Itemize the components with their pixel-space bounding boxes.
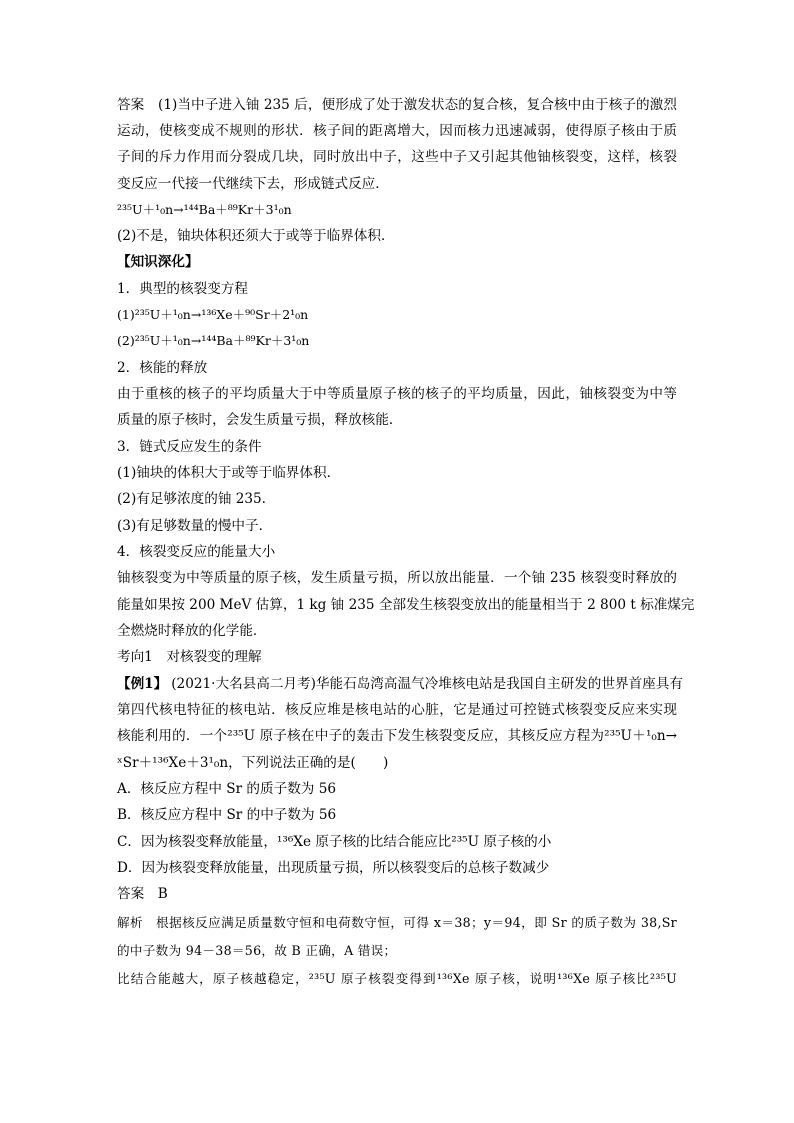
answer-paragraph-line: 子间的斥力作用而分裂成几块，同时放出中子，这些中子又引起其他铀核裂变，这样，核裂 [117, 149, 677, 165]
answer-paragraph-line: 运动，使核变成不规则的形状．核子间的距离增大，因而核力迅速减弱，使得原子核由于质 [117, 123, 677, 139]
condition-item: (2)有足够浓度的铀 235. [117, 491, 266, 507]
example-label: 【例1】 [117, 676, 168, 692]
example-line: 核能利用的．一个²³⁵U 原子核在中子的轰击下发生核裂变反应，其核反应方程为²³⁵U＋¹₀n→ [117, 728, 677, 744]
fission-equation: ²³⁵U＋¹₀n→¹⁴⁴Ba＋⁸⁹Kr＋3¹₀n [117, 202, 292, 217]
condition-item: (1)铀块的体积大于或等于临界体积． [117, 465, 341, 481]
subheading: 1．典型的核裂变方程 [117, 281, 248, 297]
topic-heading: 考向1 对核裂变的理解 [117, 649, 262, 665]
condition-item: (3)有足够数量的慢中子． [117, 518, 273, 534]
fission-equation: (1)²³⁵U＋¹₀n→¹³⁶Xe＋⁹⁰Sr＋2¹₀n [117, 307, 309, 322]
example-line [117, 675, 683, 693]
subheading: 3．链式反应发生的条件 [117, 439, 262, 455]
paragraph-line: 能量如果按 200 MeV 估算，1 kg 铀 235 全部发生核裂变放出的能量相当于 2 800 t 标准煤完 [117, 597, 695, 613]
paragraph-line: 铀核裂变为中等质量的原子核，发生质量亏损，所以放出能量．一个铀 235 核裂变时释放的 [117, 570, 677, 586]
option-d: D．因为核裂变释放能量，出现质量亏损，所以核裂变后的总核子数减少 [117, 860, 550, 876]
paragraph-line: 质量的原子核时，会发生质量亏损，释放核能． [117, 412, 403, 428]
fission-equation: (2)²³⁵U＋¹₀n→¹⁴⁴Ba＋⁸⁹Kr＋3¹₀n [117, 333, 310, 348]
section-heading: 【知识深化】 [117, 254, 199, 270]
example-line: 第四代核电特征的核电站．核反应堆是核电站的心脏，它是通过可控链式核裂变反应来实现 [117, 702, 677, 718]
answer-part-2: (2)不是，铀块体积还须大于或等于临界体积． [117, 228, 395, 244]
example-line: ˣSr＋¹³⁶Xe＋3¹₀n，下列说法正确的是( ) [117, 755, 389, 771]
paragraph-line: 由于重核的核子的平均质量大于中等质量原子核的核子的平均质量，因此，铀核裂变为中等 [117, 386, 677, 402]
answer-paragraph-line: 变反应一代接一代继续下去，形成链式反应． [117, 176, 389, 192]
example-text: (2021·大名县高二月考)华能石岛湾高温气冷堆核电站是我国自主研发的世界首座具有 [171, 676, 683, 692]
subheading: 2．核能的释放 [117, 360, 208, 376]
option-c: C．因为核裂变释放能量，¹³⁶Xe 原子核的比结合能应比²³⁵U 原子核的小 [117, 834, 552, 850]
explanation-line: 比结合能越大，原子核越稳定，²³⁵U 原子核裂变得到¹³⁶Xe 原子核，说明¹³⁶Xe 原子核比²³⁵U [117, 971, 677, 986]
explanation-line: 的中子数为 94－38＝56，故 B 正确，A 错误； [117, 943, 397, 958]
paragraph-line: 全燃烧时释放的化学能． [117, 623, 267, 639]
answer-paragraph-line: 答案 (1)当中子进入铀 235 后，便形成了处于激发状态的复合核，复合核中由于核子的激烈 [117, 97, 677, 113]
subheading: 4．核裂变反应的能量大小 [117, 544, 276, 560]
option-b: B．核反应方程中 Sr 的中子数为 56 [117, 807, 337, 823]
option-a: A．核反应方程中 Sr 的质子数为 56 [117, 781, 337, 797]
explanation-line: 解析 根据核反应满足质量数守恒和电荷数守恒，可得 x＝38；y＝94，即 Sr 的质子数为 38,Sr [117, 915, 677, 930]
answer-line: 答案 B [117, 886, 168, 902]
